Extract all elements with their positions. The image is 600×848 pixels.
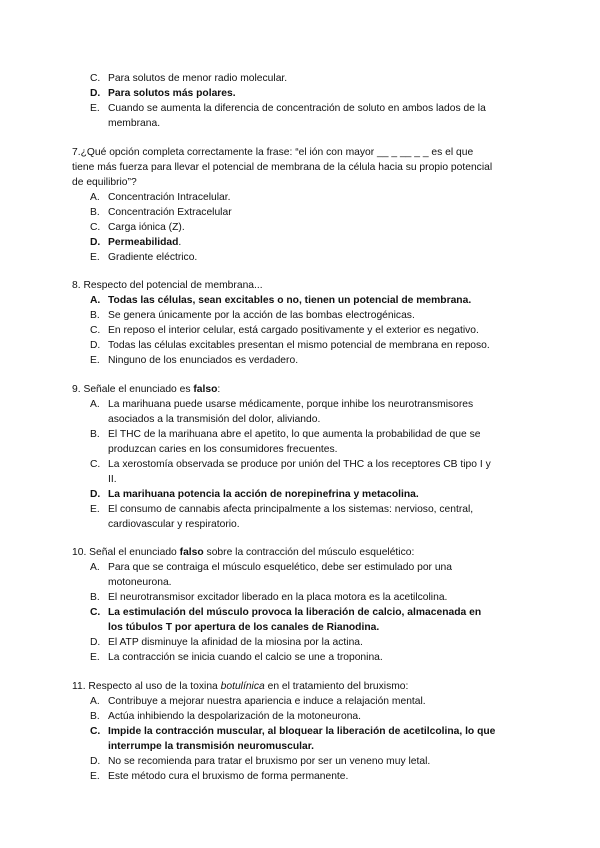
option-letter: C. [90,325,101,336]
option-letter: E. [90,103,100,114]
option-text: Para que se contraiga el músculo esquelético, debe ser estimulado por una [108,562,453,573]
option-text: La xerostomía observada se produce por unión del THC a los receptores CB tipo I y [108,459,491,470]
option-letter: C. [90,73,101,84]
option-text: Todas las células, sean excitables o no, tienen un potencial de membrana. [108,295,472,306]
option-text-suffix: . [178,237,182,248]
option-letter: D. [90,637,101,648]
option-text: Impide la contracción muscular, al bloquear la liberación de acetilcolina, lo que [108,726,496,737]
question-10-stem-bold: falso [179,547,204,558]
option-letter: C. [90,607,101,618]
option-letter: E. [90,504,100,515]
option-letter: C. [90,459,101,470]
option-letter: D. [90,489,101,500]
option-letter: E. [90,355,100,366]
option-text: La estimulación del músculo provoca la liberación de calcio, almacenada en [108,607,482,618]
option-text: produzcan caries en los consumidores frecuentes. [108,444,338,455]
question-7-stem: 7.¿Qué opción completa correctamente la frase: “el ión con mayor __ _ __ _ _ es el que [72,147,474,158]
option-text: La contracción se inicia cuando el calcio se une a troponina. [108,652,383,663]
option-letter: B. [90,429,100,440]
option-letter: B. [90,711,100,722]
option-text: Gradiente eléctrico. [108,252,198,263]
question-11-stem [72,680,408,693]
option-text: Cuando se aumenta la diferencia de concentración de soluto en ambos lados de la [108,103,486,114]
option-text: Para solutos más polares. [108,88,236,99]
question-7-stem: tiene más fuerza para llevar el potencial de membrana de la célula hacia su propio potencial [72,162,493,173]
option-letter: A. [90,562,100,573]
option-text: Este método cura el bruxismo de forma permanente. [108,771,349,782]
option-letter: E. [90,252,100,263]
option-letter: E. [90,771,100,782]
option-letter: D. [90,340,101,351]
option-text: Se genera únicamente por la acción de las bombas electrogénicas. [108,310,415,321]
option-text: La marihuana puede usarse médicamente, porque inhibe los neurotransmisores [108,399,474,410]
option-text: El ATP disminuye la afinidad de la miosina por la actina. [108,637,363,648]
question-9-stem-suffix: : [217,384,221,395]
option-text: Todas las células excitables presentan el mismo potencial de membrana en reposo. [108,340,490,351]
question-11-stem-text: 11. Respecto al uso de la toxina [72,681,221,692]
option-text: Contribuye a mejorar nuestra apariencia e induce a relajación mental. [108,696,426,707]
option-text: motoneurona. [108,577,172,588]
option-text: membrana. [108,118,161,129]
option-text: cardiovascular y respiratorio. [108,519,240,530]
question-10-stem-suffix: sobre la contracción del músculo esquelético: [203,547,415,558]
question-11-stem-suffix: en el tratamiento del bruxismo: [264,681,409,692]
option-text: El neurotransmisor excitador liberado en la placa motora es la acetilcolina. [108,592,448,603]
question-10-stem-text: 10. Señal el enunciado [72,547,180,558]
option-text: Actúa inhibiendo la despolarización de la motoneurona. [108,711,362,722]
option-text: El consumo de cannabis afecta principalmente a los sistemas: nervioso, central, [108,504,474,515]
option-letter: A. [90,192,100,203]
question-11-stem-italic: botulínica [220,681,265,692]
option-text: En reposo el interior celular, está cargado positivamente y el exterior es negativo. [108,325,479,336]
option-letter: B. [90,207,100,218]
option-letter: C. [90,726,101,737]
option-letter: A. [90,696,100,707]
option-letter: D. [90,237,101,248]
option-letter: A. [90,295,101,306]
question-7-stem: de equilibrio”? [72,177,137,188]
question-8-stem: 8. Respecto del potencial de membrana... [72,280,263,291]
option-text-bold: Permeabilidad [108,237,179,248]
option-letter: E. [90,652,100,663]
question-9-stem [72,383,220,396]
option-text: los túbulos T por apertura de los canales de Rianodina. [108,622,380,633]
option-letter: C. [90,222,101,233]
question-9-stem-bold: falso [193,384,218,395]
option-letter: D. [90,756,101,767]
option-text: Carga iónica (Z). [108,222,185,233]
option-text: asociados a la transmisión del dolor, aliviando. [108,414,321,425]
option-text: Para solutos de menor radio molecular. [108,73,288,84]
option-text: No se recomienda para tratar el bruxismo por ser un veneno muy letal. [108,756,431,767]
question-10-stem [72,546,414,559]
option-text: Concentración Intracelular. [108,192,231,203]
option-letter: D. [90,88,101,99]
option-text: interrumpe la transmisión neuromuscular. [108,741,314,752]
option-letter: A. [90,399,100,410]
option-letter: B. [90,592,100,603]
option-text: La marihuana potencia la acción de norepinefrina y metacolina. [108,489,419,500]
option-text: II. [108,474,117,485]
option-text: El THC de la marihuana abre el apetito, lo que aumenta la probabilidad de que se [108,429,481,440]
option-text: Concentración Extracelular [108,207,232,218]
option-letter: B. [90,310,100,321]
option-text: Ninguno de los enunciados es verdadero. [108,355,299,366]
question-9-stem-text: 9. Señale el enunciado es [72,384,194,395]
